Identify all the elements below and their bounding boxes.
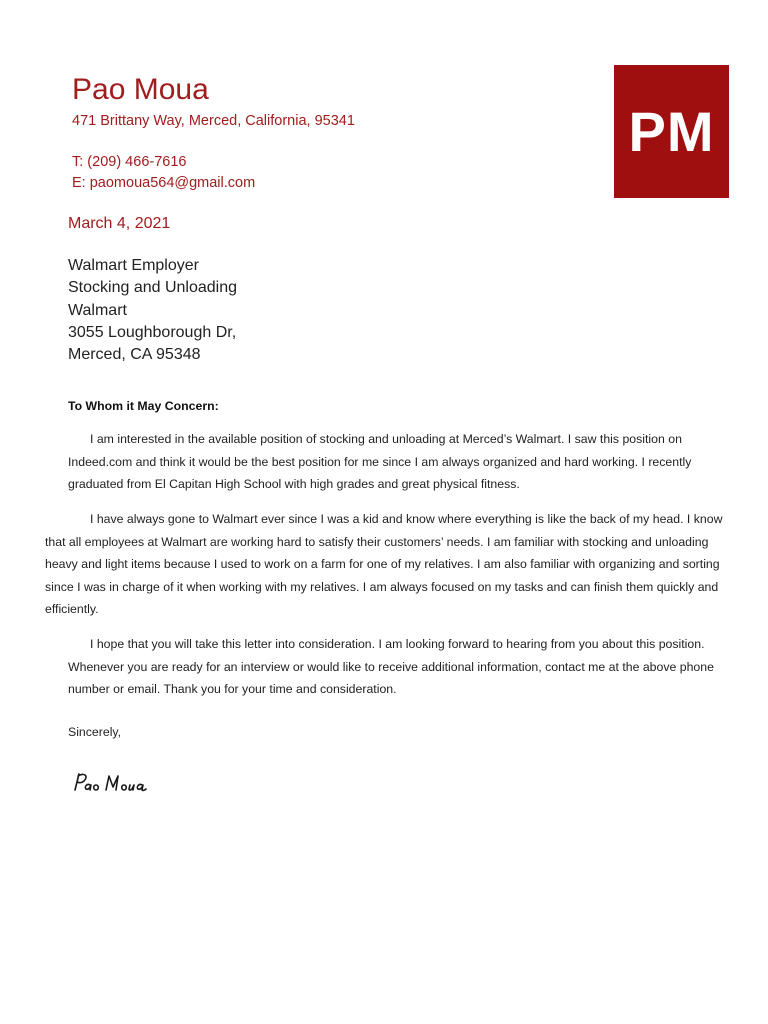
signature	[70, 768, 160, 800]
recipient-line: Walmart Employer	[68, 257, 199, 274]
sender-email: E: paomoua564@gmail.com	[72, 175, 256, 191]
closing: Sincerely,	[68, 725, 122, 739]
sender-name: Pao Moua	[72, 73, 209, 106]
body-paragraph-3: I hope that you will take this letter into consideration. I am looking forward to hearing from you about this position. Whenever you are ready for an interview or would like to receive additional information, contact me at the above phone number or email. Thank you for your time and consideration.	[68, 637, 714, 696]
recipient-block	[68, 255, 237, 366]
monogram-initials: PM	[628, 100, 715, 163]
letter-date: March 4, 2021	[68, 215, 171, 232]
sender-phone: T: (209) 466-7616	[72, 154, 187, 170]
recipient-line: 3055 Loughborough Dr,	[68, 323, 237, 341]
recipient-line: Stocking and Unloading	[68, 279, 238, 297]
recipient-line: Walmart	[68, 301, 127, 319]
salutation: To Whom it May Concern:	[68, 399, 219, 413]
monogram-logo	[614, 65, 729, 198]
body-paragraph-2: I have always gone to Walmart ever since I was a kid and know where everything is like the back of my head. I know that all employees at Walmart are working hard to satisfy their customers’ needs. I am familiar with stocking and unloading heavy and light items because I used to work on a farm for one of my relatives. I am also familiar with organizing and sorting since I was in charge of it when working with my relatives. I am always focused on my tasks and can finish them quickly and efficiently.	[45, 512, 723, 616]
sender-address: 471 Brittany Way, Merced, California, 95341	[72, 113, 355, 129]
body-paragraph-1: I am interested in the available position of stocking and unloading at Merced’s Walmart. I saw this position on Indeed.com and think it would be the best position for me since I am always organized and hard working. I recently graduated from El Capitan High School with high grades and great physical fitness.	[68, 432, 692, 491]
recipient-line: Merced, CA 95348	[68, 346, 201, 364]
